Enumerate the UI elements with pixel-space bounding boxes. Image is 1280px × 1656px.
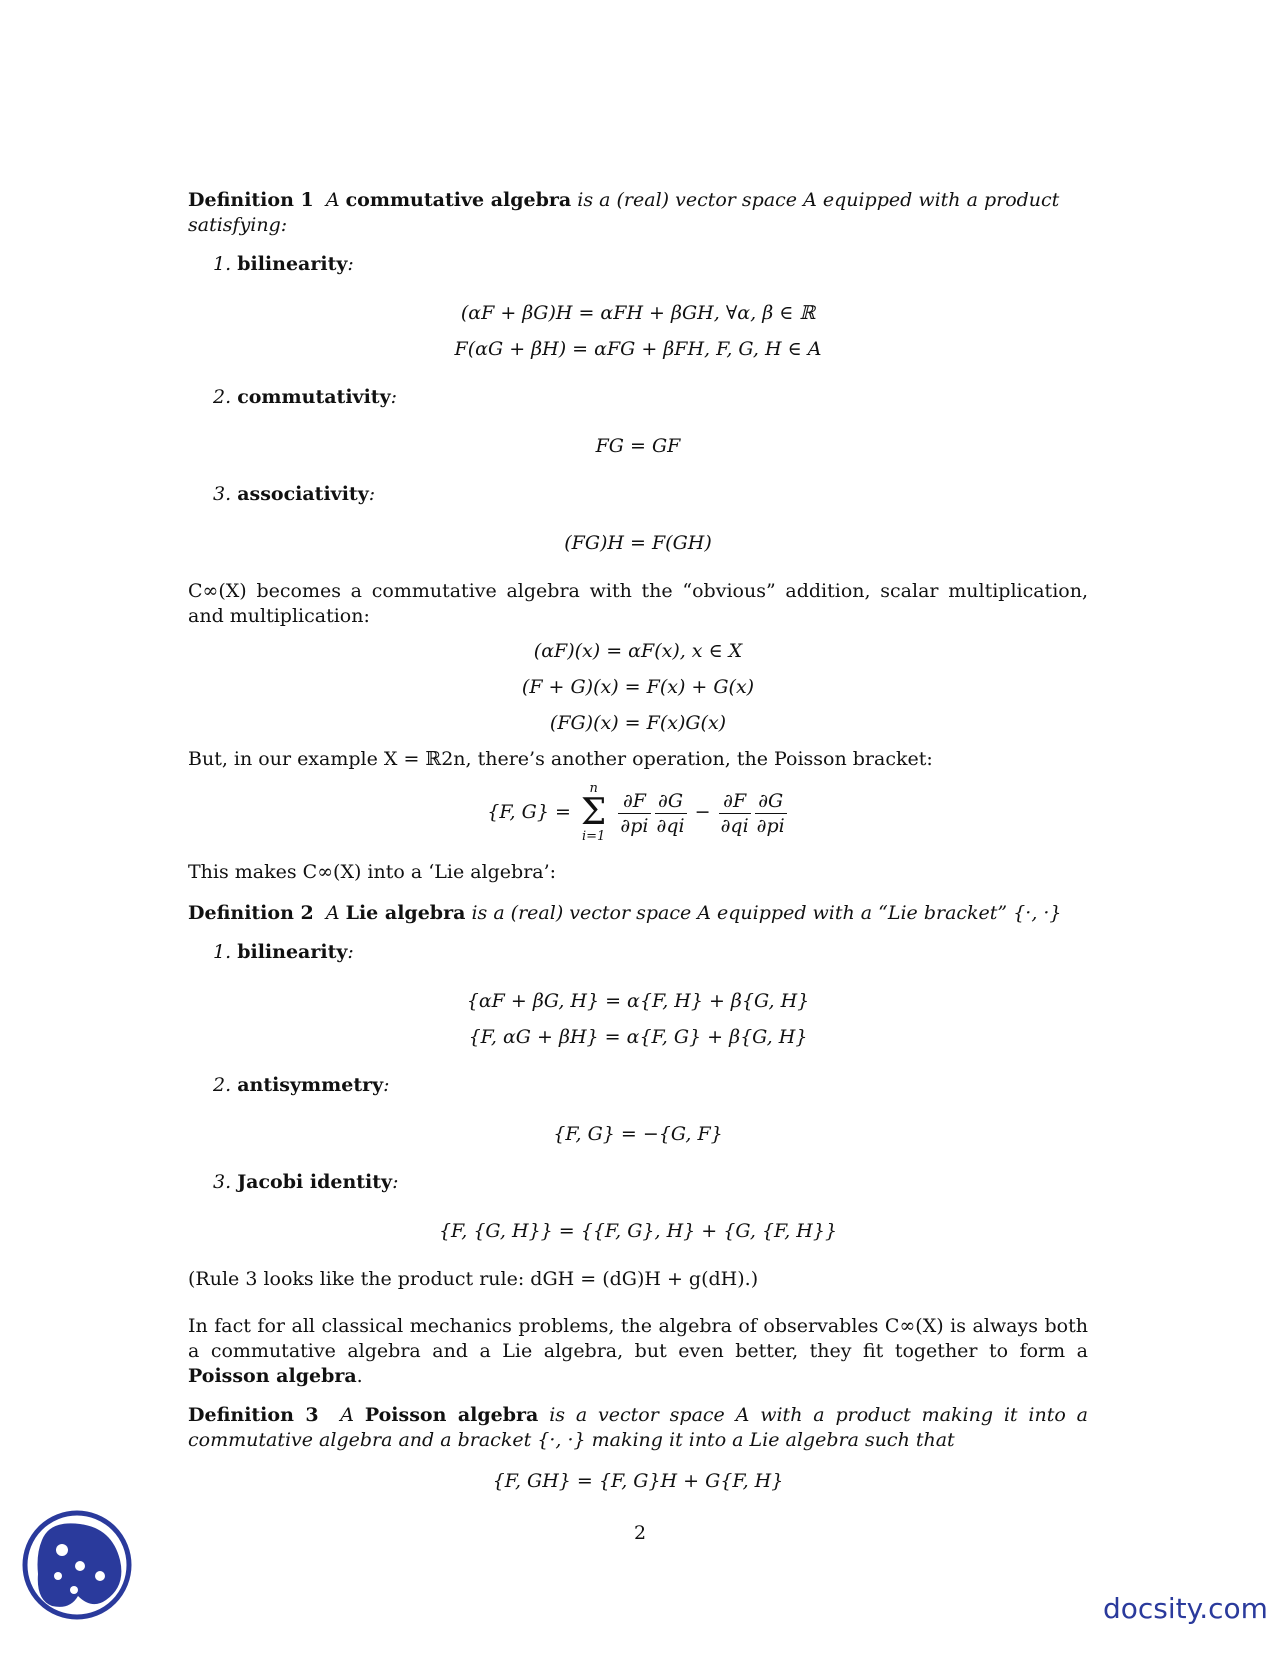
brand-link[interactable]: docsity.com bbox=[1103, 1592, 1268, 1625]
eq-bilinearity-product bbox=[188, 295, 1088, 367]
eq-poisson-leibniz bbox=[188, 1463, 1088, 1499]
item-colon: : bbox=[392, 1171, 399, 1193]
eq-poisson-bracket bbox=[188, 782, 1088, 844]
definition-3-pre: A bbox=[340, 1404, 354, 1426]
def1-item-3 bbox=[188, 482, 1088, 507]
def1-item-1 bbox=[188, 252, 1088, 277]
denominator: ∂pi bbox=[620, 814, 649, 837]
def2-item-2 bbox=[188, 1073, 1088, 1098]
denominator: ∂qi bbox=[656, 814, 685, 837]
equation: {F, G} = −{G, F} bbox=[553, 1123, 723, 1145]
denominator: ∂qi bbox=[720, 814, 749, 837]
sum-upper: n bbox=[589, 781, 598, 796]
definition-3-term: Poisson algebra bbox=[364, 1404, 539, 1426]
sum-symbol: Σ bbox=[580, 792, 607, 833]
item-number: 3. bbox=[213, 483, 232, 505]
eq-commutativity bbox=[188, 428, 1088, 464]
definition-1-pre: A bbox=[325, 189, 340, 211]
definition-3-label: Definition 3 bbox=[188, 1404, 319, 1426]
item-number: 1. bbox=[213, 253, 232, 275]
sum-lower: i=1 bbox=[581, 829, 606, 844]
minus-sign: − bbox=[694, 801, 711, 823]
equation: {F, {G, H}} = {{F, G}, H} + {G, {F, H}} bbox=[438, 1220, 838, 1242]
paragraph-text: In fact for all classical mechanics problems, the algebra of observables C∞(X) is always both a commutative algebra and a Lie algebra, but even better, they fit together to form a bbox=[188, 1315, 1088, 1362]
paragraph-algebra-ops: C∞(X) becomes a commutative algebra with the “obvious” addition, scalar multiplication, and multiplication: bbox=[188, 580, 1088, 627]
paragraph-bold: Poisson algebra bbox=[188, 1365, 357, 1387]
definition-1-label: Definition 1 bbox=[188, 189, 314, 211]
denominator: ∂pi bbox=[756, 814, 785, 837]
eq-associativity bbox=[188, 525, 1088, 561]
equation: (FG)H = F(GH) bbox=[564, 532, 712, 554]
definition-3-text: is a vector space A with a product making it into a commutative algebra and a bracket {·, ·} making it into a Lie algebra such that bbox=[188, 1404, 1088, 1451]
definition-2 bbox=[188, 901, 1088, 926]
item-name: Jacobi identity bbox=[237, 1171, 393, 1193]
docsity-logo-icon[interactable] bbox=[22, 1510, 132, 1620]
definition-2-text: is a (real) vector space A equipped with a “Lie bracket” {·, ·} bbox=[471, 902, 1062, 924]
equation-lhs: {F, G} = bbox=[487, 801, 571, 823]
definition-1-term: commutative algebra bbox=[345, 189, 572, 211]
document-body bbox=[188, 188, 1088, 1517]
definition-1-text: is a (real) vector space A equipped with a product satisfying: bbox=[188, 189, 1060, 236]
equation: FG = GF bbox=[595, 435, 681, 457]
equation: {αF + βG, H} = α{F, H} + β{G, H} bbox=[466, 990, 810, 1012]
page-number: 2 bbox=[633, 1522, 647, 1544]
item-colon: : bbox=[368, 483, 376, 505]
summation bbox=[581, 782, 606, 844]
equation: {F, GH} = {F, G}H + G{F, H} bbox=[492, 1470, 784, 1492]
equation: F(αG + βH) = αFG + βFH, F, G, H ∈ A bbox=[454, 338, 822, 360]
fraction bbox=[755, 789, 787, 838]
item-number: 2. bbox=[213, 1074, 232, 1096]
eq-jacobi bbox=[188, 1213, 1088, 1249]
equation: (FG)(x) = F(x)G(x) bbox=[549, 712, 727, 734]
numerator: ∂F bbox=[719, 789, 751, 814]
item-colon: : bbox=[390, 386, 398, 408]
definition-1 bbox=[188, 188, 1088, 238]
numerator: ∂F bbox=[618, 789, 650, 814]
eq-bilinearity-bracket bbox=[188, 983, 1088, 1055]
item-number: 1. bbox=[213, 941, 232, 963]
paragraph-poisson-intro: But, in our example X = ℝ2n, there’s another operation, the Poisson bracket: bbox=[188, 748, 933, 770]
fraction bbox=[618, 789, 650, 838]
eq-ops bbox=[188, 633, 1088, 741]
item-number: 3. bbox=[213, 1171, 232, 1193]
paragraph-product-rule: (Rule 3 looks like the product rule: dGH = (dG)H + g(dH).) bbox=[188, 1268, 759, 1290]
paragraph-end: . bbox=[356, 1365, 363, 1387]
equation: {F, αG + βH} = α{F, G} + β{G, H} bbox=[468, 1026, 808, 1048]
fraction bbox=[655, 789, 687, 838]
item-name: bilinearity bbox=[237, 253, 348, 275]
paragraph-lie-intro: This makes C∞(X) into a ‘Lie algebra’: bbox=[188, 861, 557, 883]
item-name: associativity bbox=[237, 483, 369, 505]
definition-2-pre: A bbox=[325, 902, 340, 924]
item-name: commutativity bbox=[237, 386, 391, 408]
numerator: ∂G bbox=[755, 789, 787, 814]
item-colon: : bbox=[347, 941, 354, 963]
item-name: bilinearity bbox=[237, 941, 348, 963]
equation: (F + G)(x) = F(x) + G(x) bbox=[521, 676, 755, 698]
eq-antisymmetry bbox=[188, 1116, 1088, 1152]
def1-item-2 bbox=[188, 385, 1088, 410]
definition-3 bbox=[188, 1403, 1088, 1453]
equation: (αF)(x) = αF(x), x ∈ X bbox=[533, 640, 743, 662]
equation: (αF + βG)H = αFH + βGH, ∀α, β ∈ ℝ bbox=[460, 302, 816, 324]
definition-2-term: Lie algebra bbox=[345, 902, 466, 924]
paragraph-poisson-algebra bbox=[188, 1314, 1088, 1389]
numerator: ∂G bbox=[655, 789, 687, 814]
definition-2-label: Definition 2 bbox=[188, 902, 314, 924]
def2-item-3 bbox=[188, 1170, 1088, 1195]
def2-item-1 bbox=[188, 940, 1088, 965]
item-number: 2. bbox=[213, 386, 232, 408]
item-name: antisymmetry bbox=[237, 1074, 384, 1096]
item-colon: : bbox=[383, 1074, 390, 1096]
fraction bbox=[719, 789, 751, 838]
item-colon: : bbox=[347, 253, 354, 275]
